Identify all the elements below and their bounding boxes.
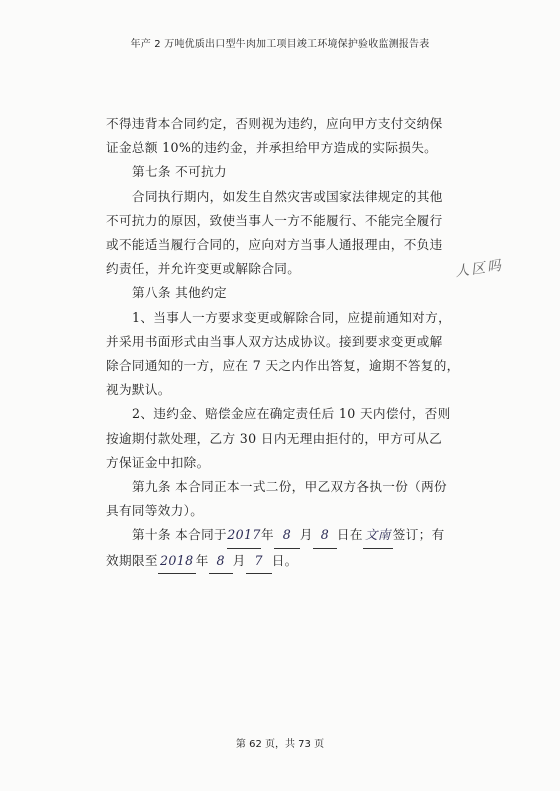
- article-10-line-1: [106, 523, 445, 548]
- text-segment: 日。: [271, 552, 298, 568]
- contract-body: [106, 112, 460, 574]
- expiry-year: 2018: [158, 549, 196, 574]
- text-segment: 月: [299, 527, 313, 543]
- text-line: 按逾期付款处理，乙方 30 日内无理由拒付的，甲方可从乙: [106, 430, 443, 446]
- text-line: 视为默认。: [106, 382, 171, 398]
- expiry-day: 7: [246, 549, 272, 574]
- text-line: 1、当事人一方要求变更或解除合同，应提前通知对方，: [132, 309, 452, 325]
- expiry-month: 8: [209, 549, 233, 574]
- page-footer: 第 62 页，共 73 页: [235, 739, 325, 750]
- page-header: 年产 2 万吨优质出口型牛肉加工项目竣工环境保护验收监测报告表: [130, 39, 430, 50]
- text-line: 合同执行期内，如发生自然灾害或国家法律规定的其他: [132, 188, 443, 204]
- signed-place: 文南: [363, 523, 393, 548]
- text-line: 2、违约金、赔偿金应在确定责任后 10 天内偿付，否则: [132, 406, 451, 422]
- signed-year: 2017: [227, 523, 261, 548]
- margin-handwritten-note: 人区吗: [454, 257, 505, 281]
- text-line: 不可抗力的原因，致使当事人一方不能履行、不能完全履行: [106, 212, 443, 228]
- text-line: 除合同通知的一方，应在 7 天之内作出答复，逾期不答复的，: [106, 358, 460, 374]
- article-heading-9: 第九条 本合同正本一式二份，甲乙双方各执一份（两份: [132, 479, 448, 495]
- text-segment: 第十条 本合同于: [132, 527, 227, 543]
- article-10-line-2: [106, 549, 436, 574]
- text-line: 证金总额 10%的违约金，并承担给甲方造成的实际损失。: [106, 140, 438, 156]
- article-heading-8: 第八条 其他约定: [132, 285, 227, 301]
- signed-month: 8: [274, 523, 300, 548]
- text-line: 不得违背本合同约定，否则视为违约，应向甲方支付交纳保: [106, 116, 443, 131]
- text-segment: 签订；有: [392, 527, 445, 543]
- text-line: 方保证金中扣除。: [106, 454, 210, 470]
- text-line: 并采用书面形式由当事人双方达成协议。接到要求变更或解: [106, 333, 443, 349]
- text-segment: 日在: [336, 527, 363, 543]
- text-line: 或不能适当履行合同的，应向对方当事人通报理由，不负违: [106, 237, 443, 253]
- article-heading-7: 第七条 不可抗力: [132, 164, 227, 180]
- text-segment: 年: [195, 552, 209, 568]
- signed-day: 8: [313, 523, 337, 548]
- text-line: 具有同等效力）。: [106, 503, 204, 519]
- text-segment: 效期限至: [106, 552, 158, 568]
- text-line: 约责任，并允许变更或解除合同。: [106, 261, 301, 277]
- text-segment: 月: [232, 552, 246, 568]
- text-segment: 年: [260, 527, 274, 543]
